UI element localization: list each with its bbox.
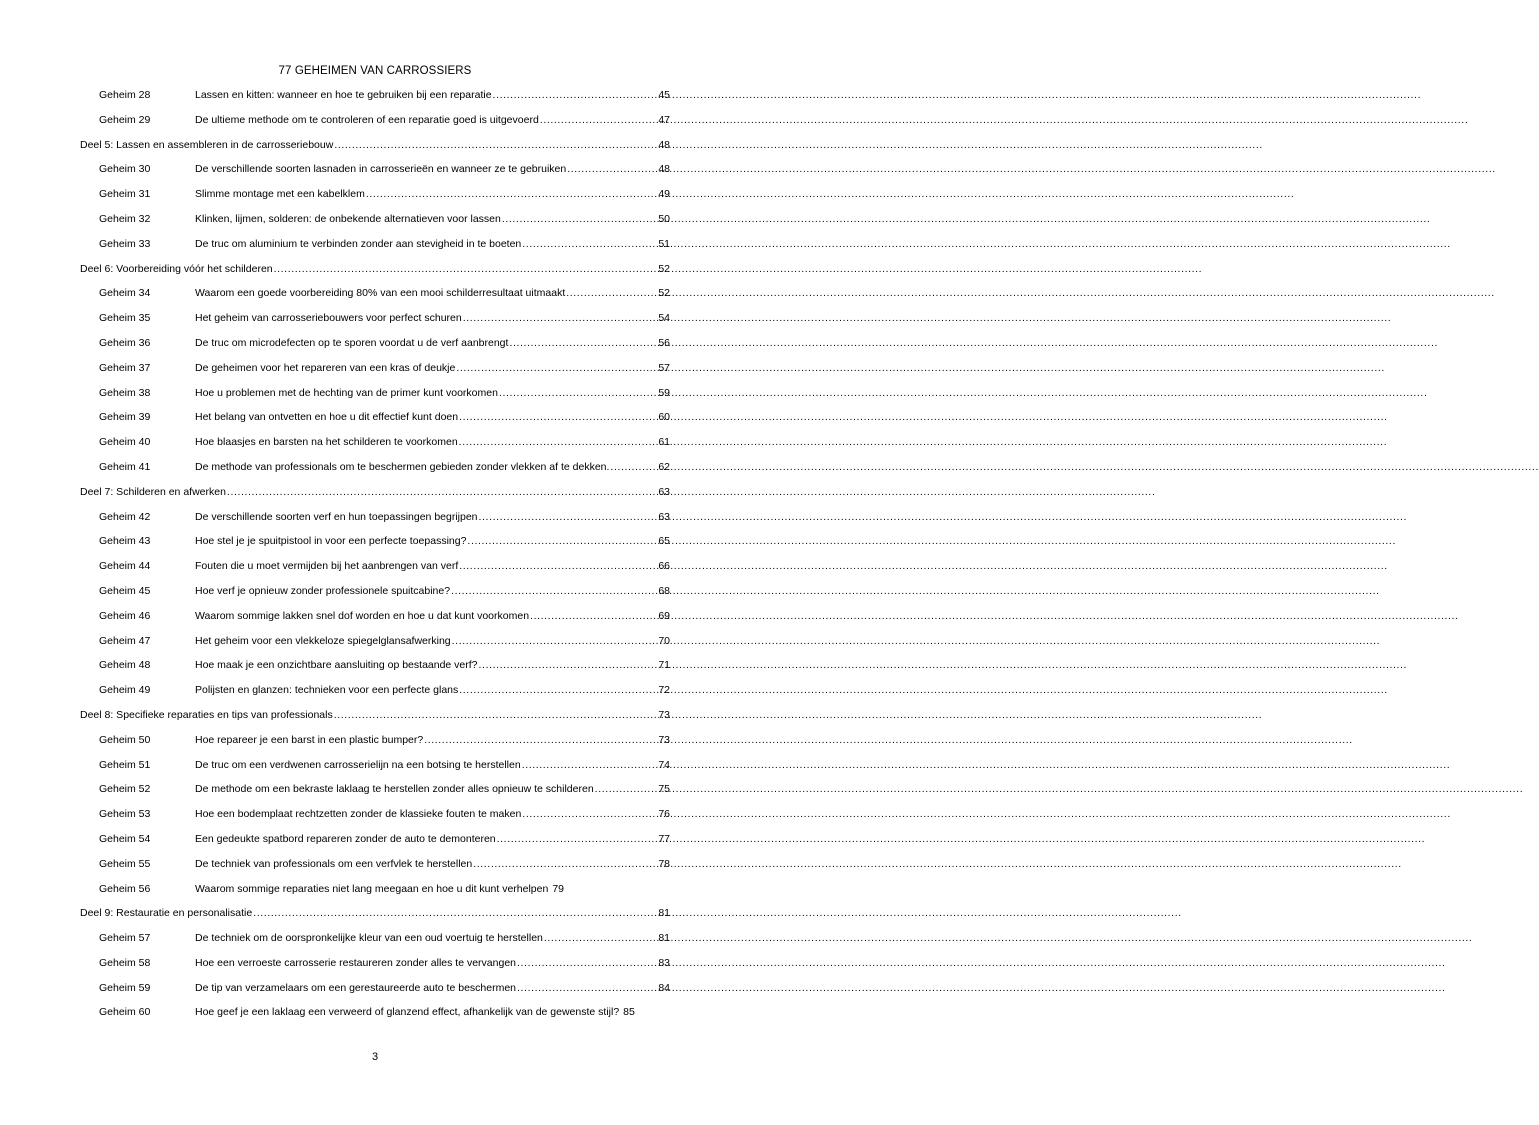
toc-secret-entry[interactable]: [80, 833, 670, 858]
dot-leader: [459, 684, 657, 696]
dot-leader: [456, 362, 657, 374]
toc-secret-entry[interactable]: [80, 362, 670, 387]
toc-entry-title: De methode om een bekraste laklaag te herstellen zonder alles opnieuw te schilderen: [195, 783, 594, 796]
toc-entry-page: 70: [658, 634, 670, 647]
toc-entry-title: Slimme montage met een kabelklem: [195, 188, 365, 201]
toc-entry-page: 81: [658, 907, 670, 920]
toc-entry-page: 60: [658, 411, 670, 424]
toc-entry-title: Hoe stel je je spuitpistool in voor een perfecte toepassing?: [195, 535, 467, 548]
toc-secret-entry[interactable]: [80, 585, 670, 610]
toc-entry-title: De verschillende soorten lasnaden in carrosserieën en wanneer ze te gebruiken: [195, 163, 567, 176]
toc-secret-entry[interactable]: [80, 560, 670, 585]
dot-leader: [479, 659, 658, 671]
toc-entry-page: 71: [658, 659, 670, 672]
toc-entry-title: Deel 8: Specifieke reparaties en tips van professionals: [80, 708, 333, 721]
toc-part-entry[interactable]: [80, 139, 670, 164]
toc-entry-page: 52: [658, 262, 670, 275]
toc-secret-entry[interactable]: [80, 1006, 670, 1031]
toc-entry-label: Geheim 36: [99, 336, 151, 349]
toc-entry-title: De techniek van professionals om een verfvlek te herstellen: [195, 857, 473, 870]
toc-entry-label: Geheim 58: [99, 956, 151, 969]
toc-entry-label: Geheim 40: [99, 436, 151, 449]
toc-secret-entry[interactable]: [80, 684, 670, 709]
dot-leader: [459, 436, 658, 448]
toc-entry-page: 77: [658, 832, 670, 845]
toc-entry-label: Geheim 41: [99, 460, 151, 473]
toc-secret-entry[interactable]: [80, 659, 670, 684]
toc-secret-entry[interactable]: [80, 858, 670, 883]
toc-entry-label: Geheim 53: [99, 808, 151, 821]
toc-entry-title: De geheimen voor het repareren van een kras of deukje: [195, 361, 456, 374]
toc-entry-title: Het geheim van carrosseriebouwers voor perfect schuren: [195, 312, 462, 325]
toc-secret-entry[interactable]: [80, 635, 670, 660]
dot-leader: [451, 585, 657, 597]
toc-entry-label: Geheim 30: [99, 163, 151, 176]
toc-entry-page: 63: [658, 485, 670, 498]
toc-part-entry[interactable]: [80, 709, 670, 734]
dot-leader: [522, 808, 657, 820]
toc-entry-label: Geheim 49: [99, 684, 151, 697]
dot-leader: [499, 387, 657, 399]
toc-entry-page: 65: [658, 535, 670, 548]
table-of-contents: [80, 89, 670, 1031]
toc-secret-entry[interactable]: [80, 387, 670, 412]
toc-entry-label: Geheim 45: [99, 584, 151, 597]
toc-entry-title: De verschillende soorten verf en hun toepassingen begrijpen: [195, 510, 478, 523]
toc-entry-page: 48: [658, 163, 670, 176]
toc-entry-label: Geheim 46: [99, 609, 151, 622]
dot-leader: [566, 287, 657, 299]
toc-secret-entry[interactable]: [80, 213, 670, 238]
dot-leader: [502, 213, 657, 225]
toc-entry-page: 47: [658, 113, 670, 126]
toc-secret-entry[interactable]: [80, 511, 670, 536]
toc-part-entry[interactable]: [80, 486, 670, 511]
toc-entry-page: 56: [658, 336, 670, 349]
dot-leader: [544, 932, 657, 944]
toc-entry-label: Geheim 59: [99, 981, 151, 994]
dot-leader: [227, 486, 657, 498]
toc-entry-label: Geheim 28: [99, 89, 151, 101]
dot-leader: [334, 709, 658, 721]
toc-entry-title: De truc om microdefecten op te sporen voordat u de verf aanbrengt: [195, 336, 509, 349]
dot-leader: [517, 982, 657, 994]
toc-part-entry[interactable]: [80, 263, 670, 288]
toc-secret-entry[interactable]: [80, 734, 670, 759]
toc-secret-entry[interactable]: [80, 114, 670, 139]
toc-part-entry[interactable]: [80, 907, 670, 932]
toc-entry-label: Geheim 52: [99, 783, 151, 796]
toc-secret-entry[interactable]: [80, 808, 670, 833]
dot-leader: [459, 560, 657, 572]
toc-entry-title: Fouten die u moet vermijden bij het aanbrengen van verf: [195, 560, 459, 573]
toc-entry-page: 52: [658, 287, 670, 300]
toc-entry-title: Hoe blaasjes en barsten na het schilderen te voorkomen: [195, 436, 458, 449]
toc-entry-label: Geheim 48: [99, 659, 151, 672]
dot-leader: [530, 610, 657, 622]
toc-entry-label: Geheim 34: [99, 287, 151, 300]
toc-secret-entry[interactable]: [80, 461, 670, 486]
toc-entry-page: 73: [658, 708, 670, 721]
toc-entry-label: Geheim 57: [99, 932, 151, 945]
toc-entry-title: Een gedeukte spatbord repareren zonder de auto te demonteren: [195, 832, 496, 845]
toc-entry-title: Polijsten en glanzen: technieken voor een perfecte glans: [195, 684, 459, 697]
toc-secret-entry[interactable]: [80, 89, 670, 114]
dot-leader: [366, 188, 657, 200]
toc-entry-page: 85: [623, 1006, 635, 1019]
toc-entry-title: Hoe maak je een onzichtbare aansluiting op bestaande verf?: [195, 659, 478, 672]
toc-entry-label: Geheim 50: [99, 733, 151, 746]
toc-entry-page: 72: [658, 684, 670, 697]
toc-secret-entry[interactable]: [80, 312, 670, 337]
dot-leader: [517, 957, 657, 969]
toc-secret-entry[interactable]: [80, 287, 670, 312]
toc-secret-entry[interactable]: [80, 883, 670, 908]
toc-entry-title: Hoe een bodemplaat rechtzetten zonder de klassieke fouten te maken: [195, 808, 522, 821]
toc-entry-title: Het geheim voor een vlekkeloze spiegelglansafwerking: [195, 634, 451, 647]
toc-entry-title: Waarom sommige lakken snel dof worden en hoe u dat kunt voorkomen: [195, 609, 530, 622]
toc-secret-entry[interactable]: [80, 535, 670, 560]
toc-entry-label: Geheim 42: [99, 510, 151, 523]
toc-entry-title: Klinken, lijmen, solderen: de onbekende alternatieven voor lassen: [195, 212, 501, 225]
toc-entry-title: Hoe repareer je een barst in een plastic bumper?: [195, 733, 424, 746]
toc-entry-label: Geheim 31: [99, 188, 151, 201]
toc-entry-title: Deel 7: Schilderen en afwerken: [80, 485, 226, 498]
toc-entry-label: Geheim 29: [99, 113, 151, 126]
dot-leader: [424, 734, 657, 746]
toc-secret-entry[interactable]: [80, 188, 670, 213]
dot-leader: [522, 759, 658, 771]
toc-entry-title: De techniek om de oorspronkelijke kleur van een oud voertuig te herstellen: [195, 932, 543, 945]
toc-entry-page: 69: [658, 609, 670, 622]
toc-entry-label: Geheim 39: [99, 411, 151, 424]
dot-leader: [452, 635, 658, 647]
dot-leader: [610, 461, 657, 473]
toc-entry-title: Hoe verf je opnieuw zonder professionele spuitcabine?: [195, 584, 451, 597]
toc-entry-title: Lassen en kitten: wanneer en hoe te gebruiken bij een reparatie: [195, 89, 492, 101]
toc-secret-entry[interactable]: [80, 436, 670, 461]
toc-entry-title: Het belang van ontvetten en hoe u dit effectief kunt doen: [195, 411, 459, 424]
toc-secret-entry[interactable]: [80, 957, 670, 982]
toc-secret-entry[interactable]: [80, 932, 670, 957]
toc-entry-page: 54: [658, 312, 670, 325]
toc-entry-title: Hoe geef je een laklaag een verweerd of glanzend effect, afhankelijk van de gewenste stijl?: [195, 1006, 620, 1019]
toc-secret-entry[interactable]: [80, 783, 670, 808]
toc-secret-entry[interactable]: [80, 982, 670, 1007]
toc-entry-page: 66: [658, 560, 670, 573]
running-header: 77 GEHEIMEN VAN CARROSSIERS: [278, 65, 472, 77]
toc-entry-label: Geheim 32: [99, 212, 151, 225]
toc-entry-page: 81: [658, 932, 670, 945]
toc-entry-page: 79: [552, 882, 565, 895]
toc-entry-title: Hoe u problemen met de hechting van de primer kunt voorkomen: [195, 386, 498, 399]
dot-leader: [497, 833, 658, 845]
toc-entry-title: De methode van professionals om te beschermen gebieden zonder vlekken af te dekken.: [195, 460, 610, 473]
toc-secret-entry[interactable]: [80, 163, 670, 188]
toc-secret-entry[interactable]: [80, 411, 670, 436]
dot-leader: [509, 337, 657, 349]
dot-leader: [540, 114, 658, 126]
toc-entry-page: 61: [658, 436, 670, 449]
toc-entry-label: Geheim 60: [99, 1006, 151, 1019]
toc-entry-title: Deel 6: Voorbereiding vóór het schilderen: [80, 262, 273, 275]
toc-entry-title: De ultieme methode om te controleren of een reparatie goed is uitgevoerd: [195, 113, 539, 126]
toc-entry-page: 48: [658, 138, 670, 151]
toc-entry-label: Geheim 47: [99, 634, 151, 647]
page-number: 3: [371, 1051, 379, 1063]
dot-leader: [274, 263, 658, 275]
dot-leader: [567, 163, 657, 175]
dot-leader: [473, 858, 657, 870]
dot-leader: [253, 907, 657, 919]
toc-entry-page: 68: [658, 584, 670, 597]
dot-leader: [595, 783, 658, 795]
dot-leader: [522, 238, 657, 250]
toc-entry-page: 76: [658, 808, 670, 821]
toc-entry-page: 63: [658, 510, 670, 523]
toc-entry-label: Geheim 54: [99, 832, 151, 845]
toc-entry-page: 83: [658, 956, 670, 969]
toc-secret-entry[interactable]: [80, 610, 670, 635]
toc-entry-page: 74: [658, 758, 670, 771]
toc-entry-title: Waarom een goede voorbereiding 80% van een mooi schilderresultaat uitmaakt: [195, 287, 566, 300]
toc-secret-entry[interactable]: [80, 337, 670, 362]
toc-entry-label: Geheim 38: [99, 386, 151, 399]
dot-leader: [467, 535, 657, 547]
toc-entry-label: Geheim 33: [99, 237, 151, 250]
toc-entry-page: 49: [658, 188, 670, 201]
toc-entry-label: Geheim 56: [99, 882, 151, 895]
toc-secret-entry[interactable]: [80, 238, 670, 263]
toc-entry-page: 84: [658, 981, 670, 994]
toc-entry-label: Geheim 51: [99, 758, 151, 771]
dot-leader: [459, 411, 657, 423]
toc-entry-page: 51: [658, 237, 670, 250]
toc-entry-page: 78: [658, 857, 670, 870]
toc-entry-label: Geheim 44: [99, 560, 151, 573]
toc-entry-label: Geheim 37: [99, 361, 151, 374]
dot-leader: [463, 312, 658, 324]
toc-entry-page: 50: [658, 212, 670, 225]
dot-leader: [334, 139, 657, 151]
toc-entry-page: 62: [658, 460, 670, 473]
toc-entry-title: De tip van verzamelaars om een gerestaureerde auto te beschermen: [195, 981, 517, 994]
toc-entry-title: Deel 5: Lassen en assembleren in de carrosseriebouw: [80, 138, 334, 151]
toc-entry-label: Geheim 35: [99, 312, 151, 325]
dot-leader: [479, 511, 658, 523]
toc-entry-label: Geheim 43: [99, 535, 151, 548]
toc-entry-page: 75: [658, 783, 670, 796]
toc-entry-page: 73: [658, 733, 670, 746]
dot-leader: [493, 89, 658, 101]
toc-entry-label: Geheim 55: [99, 857, 151, 870]
toc-entry-page: 59: [658, 386, 670, 399]
toc-entry-title: Deel 9: Restauratie en personalisatie: [80, 907, 253, 920]
toc-entry-title: Hoe een verroeste carrosserie restaureren zonder alles te vervangen: [195, 956, 517, 969]
toc-entry-title: De truc om een verdwenen carrosserielijn na een botsing te herstellen: [195, 758, 521, 771]
toc-entry-title: Waarom sommige reparaties niet lang meegaan en hoe u dit kunt verhelpen: [195, 882, 549, 895]
toc-secret-entry[interactable]: [80, 759, 670, 784]
toc-entry-title: De truc om aluminium te verbinden zonder aan stevigheid in te boeten: [195, 237, 522, 250]
toc-entry-page: 45: [658, 89, 670, 101]
toc-entry-page: 57: [658, 361, 670, 374]
